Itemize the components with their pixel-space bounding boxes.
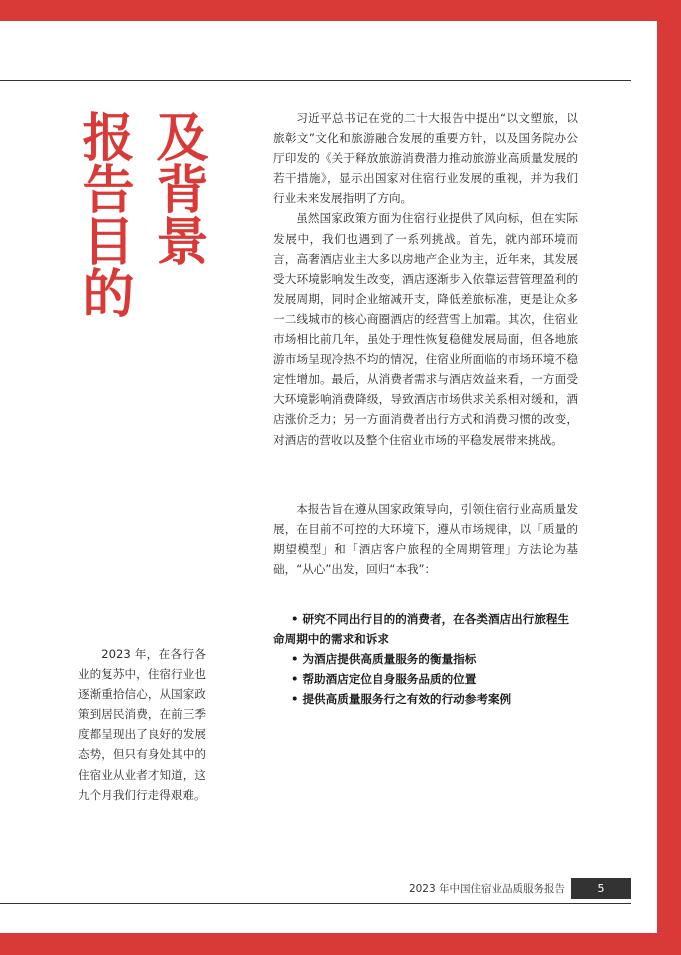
top-red-frame xyxy=(0,0,681,21)
bullet-item: • 帮助酒店定位自身服务品质的位置 xyxy=(291,672,477,687)
side-note: 2023 年，在各行各业的复苏中，住宿行业也逐渐重拾信心，从国家政策到居民消费，在前三季度都呈现出了良好的发展态势，但只有身处其中的住宿业从业者才知道，这九个月我们行走得艰难。 xyxy=(78,647,206,802)
bullet-list xyxy=(273,609,578,709)
title-column-2: 及背景 xyxy=(147,110,207,266)
bullet-item: • 研究不同出行目的的消费者，在各类酒店出行旅程生命周期中的需求和诉求 xyxy=(273,612,570,647)
intro-paragraph: 本报告旨在遵从国家政策导向，引领住宿行业高质量发展，在目前不可控的大环境下，遵从市场规律，以「质量的期望模型」和「酒店客户旅程的全周期管理」方法论为基础，“从心”出发，回归“本我”： xyxy=(273,502,578,577)
bottom-divider xyxy=(0,903,631,904)
body-paragraph: 习近平总书记在党的二十大报告中提出“以文塑旅，以旅彰文”文化和旅游融合发展的重要方针，以及国务院办公厅印发的《关于释放旅游消费潜力推动旅游业高质量发展的若干措施》，显示出国家对住宿行业发展的重视，并为我们行业未来发展指明了方向。 xyxy=(273,111,578,206)
bottom-red-frame xyxy=(0,933,681,955)
bullet-item: • 为酒店提供高质量服务的衡量指标 xyxy=(291,652,477,667)
right-red-frame xyxy=(657,0,681,955)
top-divider xyxy=(0,80,631,81)
footer-report-title: 2023 年中国住宿业品质服务报告 xyxy=(408,883,565,895)
bullet-item: • 提供高质量服务行之有效的行动参考案例 xyxy=(291,692,512,707)
body-paragraph: 虽然国家政策方面为住宿行业提供了风向标，但在实际发展中，我们也遇到了一系列挑战。首先，就内部环境而言，高奢酒店业主大多以房地产企业为主，近年来，其发展受大环境影响发生改变，酒店逐渐步入依靠运营管理盈利的发展周期，同时企业缩减开支，降低差旅标准，更是让众多一二线城市的核心商圈酒店的经营雪上加霜。其次，住宿业市场相比前几年，虽处于理性恢复稳健发展局面，但各地旅游市场呈现冷热不均的情况，住宿业所面临的市场环境不稳定性增加。最后，从消费者需求与酒店效益来看，一方面受大环境影响消费降级，导致酒店市场供求关系相对缓和，酒店涨价乏力；另一方面消费者出行方式和消费习惯的改变，对酒店的营收以及整个住宿业市场的平稳发展带来挑战。 xyxy=(273,211,578,447)
main-body xyxy=(273,108,578,450)
page-number: 5 xyxy=(571,878,631,899)
title-column-1: 报告目的 xyxy=(73,110,133,318)
